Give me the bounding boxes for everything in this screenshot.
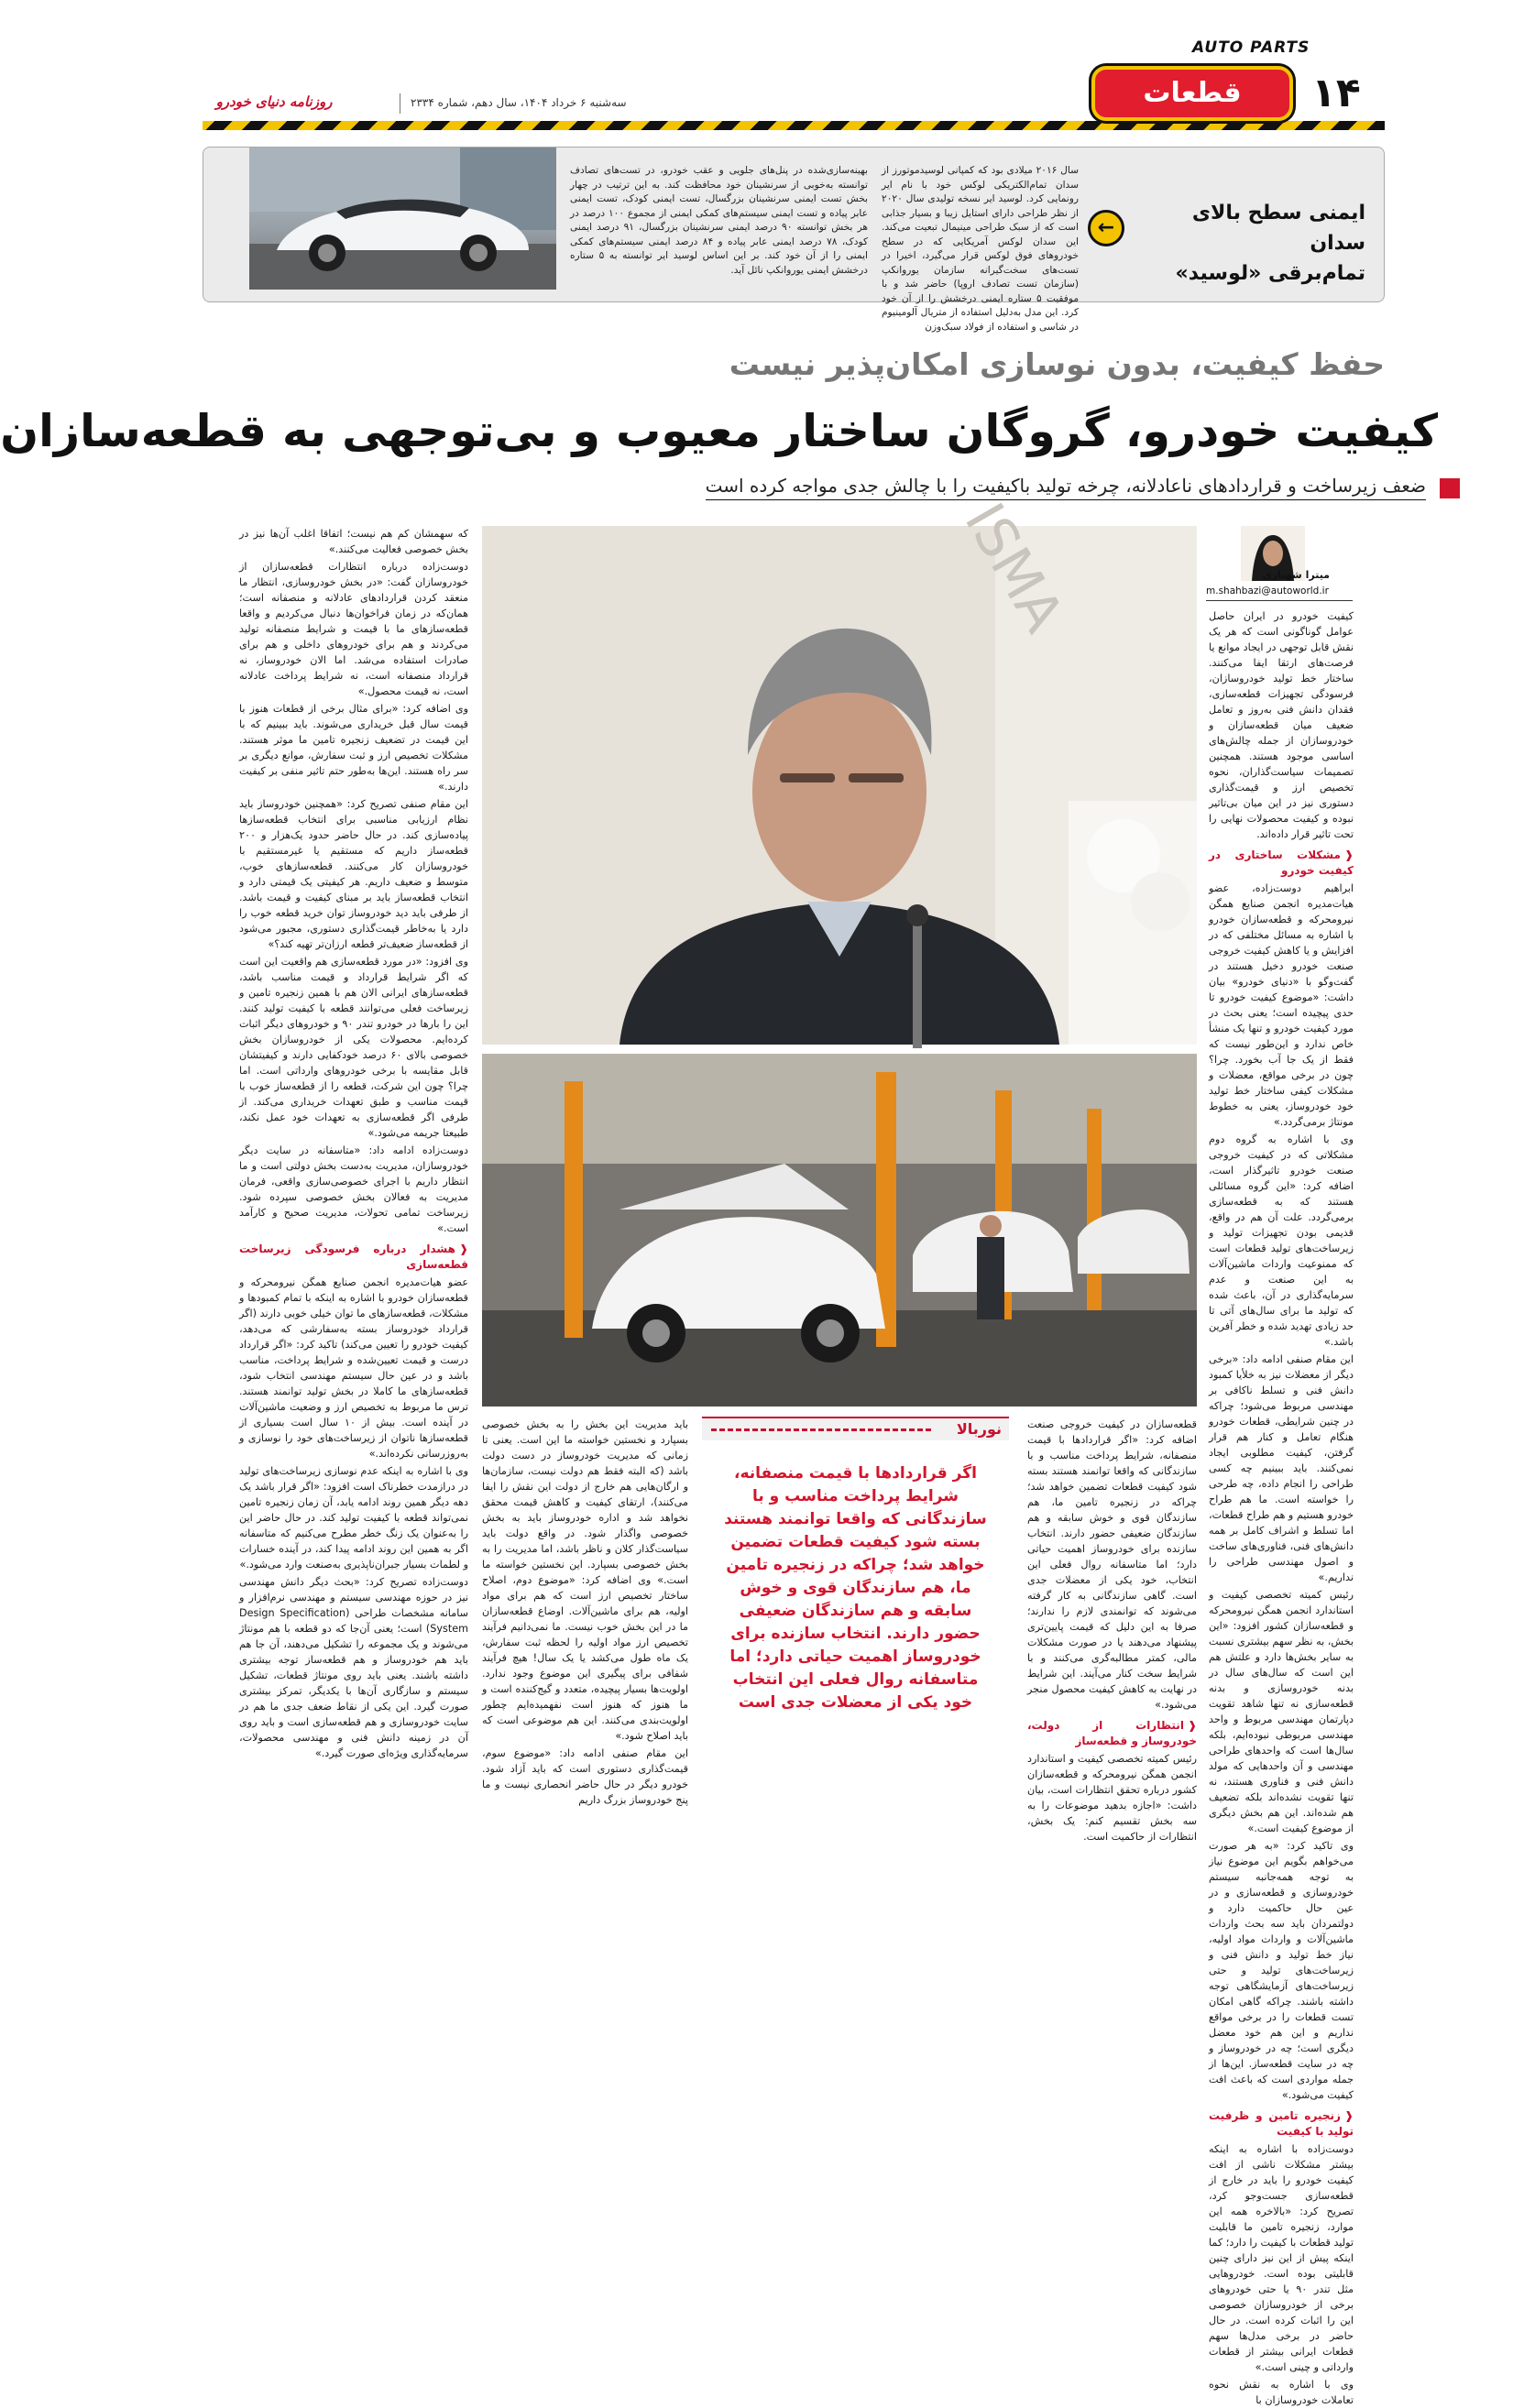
col1-paragraph: این مقام صنفی ادامه داد: «برخی دیگر از معضلات نیز به خلأیا کمبود دانش فنی و تسلط ناکافی بر مهندسی مربوط می‌شود؛ چراکه در چنین شرایطی، قطعات خودرو هنگام تعامل و کنار هم قرار گرفتن، کیفیت مطلوبی ایجاد نمی‌کنند. باید ببینیم چه کسی طراحی را انجام داده، چه طرحی را خواسته است. ما هم طراح خودرو هستیم و هم طراح قطعات، اما تسلط و اشراف کامل بر همه دانش‌های فنی، فناوری‌های ساخت و اصول مهندسی طراحی را نداریم.» [1209, 1353, 1354, 1583]
article-column-1 [1209, 608, 1354, 2406]
col4-paragraph: عضو هیات‌مدیره انجمن صنایع همگن نیرو‌محرکه و قطعه‌سازان خودرو با اشاره به اینکه با تمام کمبودها و مشکلات، قطعه‌سازهای ما توان خیلی خوبی دارند (اگر قرارداد خودروساز بسته به‌سفارشی که می‌دهد، کیفیت خودرو را تعیین می‌کند) تاکید کرد: «اگر قرارداد درست و قیمت تعیین‌شده و شرایط پرداخت، مناسب باشد و در عین حال سیستم مهندسی انتخاب شود، قطعه‌سازهای ما کاملا در بخش تولید توانمند هستند. ترس ما مربوط به تخصیص ارز و وضعیت ماشین‌آلات در آینده است. بیش از ۱۰ سال است بسیاری از قطعه‌سازها ناتوان از زیرساخت‌های خود را نوسازی و به‌روزرسانی نکرده‌اند.» [239, 1276, 468, 1460]
col4-paragraph: دوست‌زاده درباره انتظارات قطعه‌سازان از خودروسازان گفت: «در بخش خودروسازی، انتظار ما منعقد کردن قراردادهای عادلانه و منصفانه است؛ همان‌که در زمان فراخوان‌ها دنبال می‌کردیم و واقعا قطعه‌سازهای ما با قیمت و شرایط منصفانه تولید می‌کردند و هم برای خودروهای داخلی و هم برای صادرات استفاده می‌شد. اما الان خودروساز، نه قرارداد منصفانه است، نه شرایط پرداخت عادلانه است، نه قیمت محصول.» [239, 561, 468, 697]
newspaper-logo [205, 90, 343, 114]
col4-paragraph: وی افزود: «در مورد قطعه‌سازی هم واقعیت این است که اگر شرایط قرارداد و قیمت مناسب باشد، قطعه‌سازهای ایرانی الان هم با همین زنجیره تامین و زیرساخت فعلی می‌توانند قطعه با کیفیت تولید کنند. این را بارها در خودرو تندر ۹۰ و خودروهای دیگر اثبات کرده‌ایم. محصولات یکی از خودروسازان بخش خصوصی بالای ۶۰ درصد خودکفایی دارند و کیفیتشان قابل مقایسه با برخی خودروهای وارداتی است. اما چرا؟ چون این شرکت، قطعه را از قطعه‌ساز خوب با قیمت مناسب و طبق تعهدات خریداری می‌کند. از طرفی اگر قطعه‌سازی به تعهدات خود عمل نکند، طبیعتا جریمه می‌شود.» [239, 956, 469, 1139]
col3-paragraph: باید مدیریت این بخش را به بخش خصوصی بسپارد و نخستین خواسته ما این است. یعنی تا زمانی که مدیریت خودروساز در دست دولت باشد (که البته فقط هم دولت نیست، سازمان‌ها و ارگان‌هایی هم خارج از دولت این نقش را ایفا می‌کنند)، ارتقای کیفیت و کاهش قیمت محقق نخواهد شد و اداره خودروساز باید به بخش خصوصی واگذار شود. در واقع دولت باید سیاست‌گذار کلان و ناظر باشد، اما مدیریت را به بخش خصوصی بسپارد. این نخستین خواسته ما است.» وی اضافه کرد: «موضوع دوم، اصلاح ساختار تخصیص ارز است که هم برای مواد اولیه، هم برای ماشین‌آلات. اوضاع قطعه‌سازان ما در این بخش خوب نیست. ما نمی‌دانیم فرآیند تخصیص ارز مواد اولیه را لحظه ثبت سفارش، یک ماه طول می‌کشد یا یک سال! هیچ فرآیند شفافی برای پیگیری این موضوع وجود ندارد. اولویت‌ها بسیار پیچیده، متعدد و گیج‌کننده است و ما هنوز که هنوز است نفهمیده‌ایم چطور اولویت‌بندی می‌کنند. این هم موضوعی است که باید اصلاح شود.» [482, 1418, 688, 1742]
col1-paragraph: کیفیت خودرو در ایران حاصل عوامل گوناگونی است که هر یک نقش قابل توجهی در ایجاد موانع یا فرصت‌های ارتقا ایفا می‌کنند. ساختار خط تولید خودروسازان، فرسودگی تجهیزات قطعه‌سازی، فقدان دانش فنی به‌روز و تعامل ضعیف میان قطعه‌سازان و خودروسازان از جمله چالش‌های اساسی موجود هستند. همچنین تصمیمات سیاست‌گذاران، نحوه تخصیص ارز و قیمت‌گذاری دستوری نیز در این میان بی‌تاثیر نبوده و کیفیت محصولات نهایی را تحت تاثیر قرار داده‌اند. [1209, 610, 1354, 840]
pull-quote-dashes [711, 1428, 931, 1431]
teaser-title[interactable] [1136, 198, 1365, 289]
page-number: ۱۴ [1311, 70, 1361, 116]
col4-paragraph: وی با اشاره به اینکه عدم نوسازی زیرساخت‌های تولید در درازمدت خطرناک است افزود: «اگر قرار باشد یک دهه دیگر همین روند ادامه یابد، آن زمان زنجیره تامین نمی‌تواند قطعه با کیفیت تولید کند. در حال حاضر این را به‌عنوان یک زنگ خطر مطرح می‌کنیم که متاسفانه اگر به همین این روند ادامه پیدا کند، در آینده خسارات و لطمات بسیار جبران‌ناپذیری به‌صنعت وارد می‌شود.» [239, 1465, 468, 1571]
pull-quote-text: اگر قراردادها با قیمت منصفانه، شرایط پرداخت مناسب و با سازندگانی که واقعا توانمند هستند بسته شود کیفیت قطعات تضمین خواهد شد؛ چراکه در زنجیره تامین ما، هم سازندگان قوی و خوش سابقه و هم سازندگان ضعیفی حضور دارند. انتخاب سازنده برای خودروساز اهمیت حیاتی دارد؛ اما متاسفانه روال فعلی این انتخاب خود یکی از معضلات جدی است [724, 1464, 987, 1712]
col1-paragraph: دوست‌زاده با اشاره به اینکه بیشتر مشکلات ناشی از افت کیفیت خودرو را باید در خارج از قطعه‌سازی جست‌وجو کرد، تصریح کرد: «بالاخره همه این موارد، زنجیره تامین ما قابلیت تولید قطعات با کیفیت را دارد؛ کما اینکه پیش از این نیز دارای چنین قابلیتی بوده است. خودروهایی مثل تندر ۹۰ یا حتی خودروهای برخی از خودروسازان خصوصی این را اثبات کرده است. در حال حاضر در برخی مدل‌ها سهم قطعات ایرانی بیشتر از قطعات وارداتی و چینی است.» [1209, 2143, 1354, 2373]
arrow-left-icon[interactable]: ← [1088, 210, 1124, 246]
col3-paragraph: این مقام صنفی ادامه داد: «موضوع سوم، قیمت‌گذاری دستوری است که باید آزاد شود. خودرو دیگر در حال حاضر انحصاری نیست و ما پنج خودروساز بزرگ داریم [482, 1747, 688, 1806]
col1-paragraph: ابراهیم دوست‌زاده، عضو هیات‌مدیره انجمن صنایع همگن نیرو‌محرکه و قطعه‌سازان خودرو با اشاره به مسائل مختلفی که در افزایش و یا کاهش کیفیت خروجی صنعت خودرو دخیل هستند در گفت‌وگو با «دنیای خودرو» بیان داشت: «موضوع کیفیت خودرو تا حدی پیچیده است؛ یعنی بحث در مورد کیفیت خودرو و تنها یک منشأ خاص ندارد و این‌طور نیست که فقط از یک جا آب بخورد. چرا؟ چون در برخی مواقع، معضلات و مشکلات کیفی ساختار خط تولید خود خودروساز، یعنی به خطوط مونتاژ برمی‌گردد.» [1209, 882, 1354, 1128]
col4-subheading-warning: ❰ هشدار درباره فرسودگی زیرساخت قطعه‌سازی [239, 1242, 468, 1273]
col1-paragraph: وی تاکید کرد: «به هر صورت می‌خواهم بگویم این موضوع نیاز به توجه همه‌جانبه سیستم خودروسازی و قطعه‌سازی و در عین حال حاکمیت دارد و دولتمردان باید سه بحث واردات ماشین‌آلات و واردات مواد اولیه، نیاز خط تولید و دانش فنی و زیرساخت‌های تولید و حتی زیرساخت‌های آزمایشگاهی توجه داشته باشند. چراکه گاهی امکان تست قطعات را در برخی مواقع نداریم و این هم خود معضل دیگری است؛ چه در خودروساز و چه در سایت قطعه‌ساز. این‌ها از جمله مواردی است که باعث افت کیفیت می‌شود.» [1209, 1840, 1354, 2101]
teaser-text-left: بهینه‌سازی‌شده در پنل‌های جلویی و عقب خودرو، در تست‌های تصادف توانسته به‌خوبی از سرنشینان خود محافظت کند. به این ترتیب در چهار بخش تست ایمنی سرنشینان بزرگسال، تست ایمنی کودک، تست ایمنی عابر پیاده و تست ایمنی سیستم‌های کمکی ایمنی از مجموع ۱۰۰ درصد در هر بخش توانسته ۹۰ درصد ایمنی سرنشینان بزرگسال، ۹۱ درصد ایمنی کودک، ۷۸ درصد ایمنی عابر پیاده و ۸۴ درصد ایمنی سیستم‌های کمکی ایمنی را از آن خود کند. بر این اساس لوسید ایر توانسته به ۵ ستاره درخشش ایمنی یوروانکپ نائل آید. [570, 165, 868, 276]
lucid-car-photo [249, 148, 556, 290]
factory-photo [482, 1054, 1197, 1406]
col2-subheading-expectations: ❰ انتظارات از دولت، خودروساز و قطعه‌ساز [1027, 1718, 1197, 1749]
assembly-line-illustration-icon [482, 1054, 1197, 1406]
col4-paragraph: این مقام صنفی تصریح کرد: «همچنین خودروساز باید نظام ارزیابی مناسبی برای انتخاب قطعه‌سازها پیاده‌سازی کند. در حال حاضر حدود یک‌هزار و ۲۰۰ قطعه‌ساز داریم که مستقیم یا غیرمستقیم با خودروسازان کار می‌کنند. قطعه‌سازهای خوب، متوسط و ضعیف داریم. هر کیفیتی یک قیمتی دارد و انتخاب قطعه‌ساز باید بر مبنای کیفیت و قیمت باشد. از طرفی باید دید خودروساز توان خرید قطعه خوب را دارد یا به‌خاطر قیمت‌گذاری دستوری، مجبور می‌شود از قطعه‌ساز ضعیف‌تر قطعه ارزان‌تر تهیه کند؟» [239, 798, 468, 950]
lead-marker [1440, 478, 1460, 498]
col1-paragraph: رئیس کمیته تخصصی کیفیت و استاندارد انجمن همگن نیرو‌محرکه و قطعه‌سازان کشور افزود: «این بخش، به نظر سهم بیشتری نسبت به سایر بخش‌ها دارد و علتش هم این است که سال‌های سال در بدنه خودروسازی و بدنه قطعه‌سازی نه تنها شاهد تقویت دپارتمان مهندسی مربوط و واحد مهندسی مربوطی نبوده‌ایم، بلکه سال‌ها است که واحدهای طراحی مهندسی و آن واحدهایی که مولد دانش فنی و فناوری هستند، نه تنها تقویت نشده‌اند بلکه تضعیف هم شده‌اند. این هم بخش دیگری از موضوع کیفیت است.» [1209, 1589, 1354, 1834]
author-card [1206, 526, 1353, 601]
portrait-illustration-icon [482, 492, 1197, 1045]
teaser-title-line1: ایمنی سطح بالای سدان [1191, 202, 1365, 255]
col1-subheading-supply-chain: ❰ زنجیره تامین و ظرفیت تولید با کیفیت [1209, 2108, 1354, 2140]
article-column-3 [482, 1417, 688, 1827]
col1-paragraph: وی با اشاره به نقش نحوه تعاملات خودروسازان با [1209, 2379, 1354, 2406]
date-line: سه‌شنبه ۶ خرداد ۱۴۰۴، سال دهم، شماره ۲۳۳۴ [411, 96, 627, 109]
col2-paragraph: قطعه‌سازان در کیفیت خروجی صنعت اضافه کرد: «اگر قراردادها با قیمت منصفانه، شرایط پرداخت مناسب و با سازندگانی که واقعا توانمند هستند بسته شود کیفیت قطعات تضمین خواهد شد؛ چراکه در زنجیره تامین ما، هم سازندگان قوی و خوش سابقه و هم سازندگان ضعیفی حضور دارند. انتخاب سازنده برای خودروساز اهمیت حیاتی دارد؛ اما متاسفانه روال فعلی این انتخاب، خود یکی از معضلات جدی است. گاهی سازندگانی به کار گرفته می‌شوند که توانمندی لازم را ندارند؛ صرفا به این دلیل که قیمت پایین‌تری پیشنهاد می‌دهند یا در صورت مشکلات مالی، کمتر مطالبه‌گری می‌کنند و با شرایط سخت کنار می‌آیند. این شرایط در نهایت به کاهش کیفیت محصول منجر می‌شود.» [1027, 1418, 1197, 1711]
interviewee-photo [482, 492, 1197, 1045]
section-tag: قطعات [1091, 66, 1293, 121]
col4-paragraph: دوست‌زاده تصریح کرد: «بحث دیگر دانش مهندسی نیز در حوزه مهندسی سیستم و مهندسی نرم‌افزار و سامانه مشخصات طراحی (Design Specification System) است؛ یعنی آن‌جا که دو قطعه با هم مونتاژ می‌شوند و یک مجموعه را تشکیل می‌دهند، آن جا هم باید هم خودروساز و هم قطعه‌ساز توجه بیشتری داشته باشند. یعنی باید روی مونتاژ قطعات، تشکیل سیستم و سازگاری آن‌ها با یکدیگر، تمرکز بیشتری صورت گیرد. این یکی از نقاط ضعف جدی ما هم در سایت خودروسازی و هم قطعه‌سازی است و باید روی آن در زمینه دانش فنی و مهندسی محصولات، سرمایه‌گذاری ویژه‌ای صورت گیرد.» [239, 1576, 468, 1759]
brand-autoparts: AUTO PARTS [1192, 38, 1310, 57]
author-name: میترا شهبازی [1262, 569, 1330, 581]
article-column-2 [1027, 1417, 1197, 1843]
car-icon [249, 148, 556, 290]
col2-paragraph: رئیس کمیته تخصصی کیفیت و استاندارد انجمن همگن نیرو‌محرکه و قطعه‌سازان کشور درباره تحقق انتظارات است، بیان داشت: «اجازه بدهید موضوعات را به سه بخش تقسیم کنم: یک بخش، انتظارات از حاکمیت است. [1027, 1753, 1197, 1843]
teaser-title-line2: تمام‌برقی «لوسید» [1175, 262, 1365, 285]
author-email[interactable]: m.shahbazi@autoworld.ir [1206, 586, 1329, 597]
logo-text: روزنامه دنیای خودرو [215, 93, 333, 110]
svg-text:ISMA: ISMA [951, 492, 1076, 643]
article-kicker: حفظ کیفیت، بدون نوسازی امکان‌پذیر نیست [729, 346, 1385, 382]
article-column-4 [239, 526, 468, 1827]
col4-paragraph: که سهمشان کم هم نیست؛ اتفاقا اغلب آن‌ها نیز در بخش خصوصی فعالیت می‌کنند.» [239, 528, 468, 555]
article-lead: ضعف زیرساخت و قراردادهای ناعادلانه، چرخه تولید باکیفیت را با چالش جدی مواجه کرده است [706, 475, 1426, 500]
article-headline: کیفیت خودرو، گروگان ساختار معیوب و بی‌توجهی به قطعه‌سازان [0, 405, 1438, 457]
col4-paragraph: دوست‌زاده ادامه داد: «متاسفانه در سایت دیگر خودروسازان، مدیریت به‌دست بخش دولتی است و ما انتظار داریم با اجرای خصوصی‌سازی واقعی، فرمان مدیریت به فعالان بخش خصوصی سپرده شود. زیرساخت تمامی تحولات، مدیریت صحیح و کارآمد است.» [239, 1144, 468, 1234]
pull-quote-header [702, 1417, 1009, 1440]
teaser-box [203, 147, 1385, 333]
pull-quote-label: نوربالا [956, 1420, 1002, 1438]
col1-subheading-structural: ❰ مشکلات ساختاری در کیفیت خودرو [1209, 848, 1354, 879]
col4-paragraph: وی اضافه کرد: «برای مثال برخی از قطعات هنوز با قیمت سال قبل خریداری می‌شوند. باید ببینیم که با این قیمت در تضعیف زنجیره تامین ما موثر هستند. مشکلات تخصیص ارز و ثبت سفارش، موانع دیگری بر سر راه هستند. این‌ها به‌طور حتم تاثیر منفی بر کیفیت دارند.» [239, 703, 468, 793]
teaser-text-right: سال ۲۰۱۶ میلادی بود که کمپانی لوسید‌موتورز از سدان تمام‌الکتریکی لوکس خود با نام ایر رونمایی کرد. لوسید ایر نسخه تولیدی سال ۲۰۲۰ از نظر طراحی دارای استایل زیبا و بسیار جذابی است که از سبک طراحی مینیمال تبعیت می‌کند. این سدان لوکس آمریکایی که در سطح خودروهای فوق لوکس قرار می‌گیرد، اخیرا در تست‌های سخت‌گیرانه سازمان یوروانکپ (سازمان تست تصادف اروپا) حاضر شد و با موفقیت ۵ ستاره ایمنی درخشش را از آن خود کرد. این مدل به‌دلیل استفاده از متریال آلومینیوم در شاسی و استفاده از فولاد سبک‌وزن [882, 165, 1079, 333]
pull-quote-box [702, 1417, 1009, 1827]
col1-paragraph: وی با اشاره به گروه دوم مشکلاتی که در کیفیت خروجی صنعت خودرو تاثیرگذار است، اضافه کرد: «این گروه مسائلی هستند که به قطعه‌سازی برمی‌گردد. علت آن هم در واقع، قدیمی بودن تجهیزات تولید و زیرساخت‌های تولید قطعات است که ممنوعیت واردات ماشین‌آلات به این صنعت و عدم سرمایه‌گذاری در آن، باعث شده که تولید ما برای سال‌های آتی تا حد زیادی تهدید شده و خطر آفرین باشد.» [1209, 1133, 1354, 1348]
